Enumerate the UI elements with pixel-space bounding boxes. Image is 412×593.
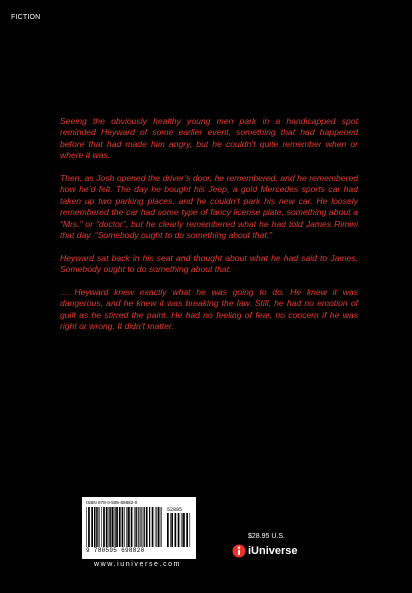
barcode-bar [135,507,136,547]
barcode-bar [119,507,121,547]
publisher-brand [232,544,298,558]
barcode-bar [160,507,161,547]
barcode-bar [170,513,171,547]
barcode-bar [183,513,185,547]
barcode-bar [161,507,162,547]
price-code: 52895 [167,507,183,513]
book-price: $28.95 U.S. [248,533,285,540]
barcode-bar [158,507,160,547]
barcode-bar [186,513,188,547]
barcode-bar [146,507,148,547]
barcode-bar [97,507,98,547]
barcode-bar [134,507,135,547]
blurb-paragraph: Then, as Josh opened the driver’s door, he remembered, and he remembered how he’d felt. The day he bought his Jeep, a gold Mercedes sports car had taken up two parking places, and he couldn’t park his new car. He loosely remembered the car had some type of fancy license plate, something about a “Mrs.” or “doctor”, but he clearly remembered what he had told James Rimini that day. “Somebody ought to do something about that.” [60,173,358,241]
isbn-number: ISBN 978-0-595-69882-0 [86,500,138,505]
isbn-barcode [82,497,196,559]
blurb-paragraph: Heyward sat back in his seat and thought about what he had said to James. Somebody ought to do something about that. [60,252,358,275]
barcode-bar [112,507,114,547]
barcode-bar [126,507,127,547]
barcode-bars [86,507,164,547]
barcode-bar [178,513,180,547]
barcode-bar [155,507,156,547]
barcode-bar [136,507,137,547]
barcode-bar [181,513,182,547]
barcode-bar [124,507,125,547]
barcode-bar [115,507,116,547]
barcode-bar [167,513,169,547]
barcode-bar [149,507,150,547]
barcode-bar [94,507,95,547]
blurb-paragraph: … Heyward knew exactly what he was going to do. He knew it was dangerous, and he knew it was breaking the law. Still, he had no emotion of guilt as he stirred the paint. He had no feeling of fear, no concern if he was right or wrong. It didn’t matter. [60,287,358,332]
publisher-website: www.iuniverse.com [94,561,182,568]
barcode-bar [175,513,177,547]
barcode-bar [131,507,133,547]
barcode-bar [140,507,141,547]
barcode-bar [110,507,111,547]
barcode-bar [103,507,105,547]
back-cover-blurb [60,116,358,344]
barcode-bar [91,507,93,547]
barcode-bar [106,507,108,547]
barcode-bar [116,507,118,547]
iuniverse-logo-icon [232,544,246,558]
barcode-bar [128,507,130,547]
barcode-bar [138,507,139,547]
barcode-bar [171,513,173,547]
barcode-bar [152,507,154,547]
barcode-bar [101,507,102,547]
genre-label: FICTION [11,14,41,21]
barcode-bar [109,507,110,547]
barcode-bar [96,507,97,547]
barcode-bar [156,507,157,547]
publisher-name: iUniverse [248,545,298,557]
barcode-digits: 9 780595 698820 [86,547,145,554]
barcode-bar [88,507,90,547]
barcode-bar [182,513,183,547]
addon-barcode-bars [167,513,191,547]
blurb-paragraph: Seeing the obviously healthy young men park in a handicapped spot reminded Heyward of some earlier event, something that had happened before that had made him angry, but he couldn’t quite remember when or where it was. [60,116,358,161]
barcode-bar [99,507,100,547]
barcode-bar [144,507,145,547]
barcode-bar [190,513,191,547]
barcode-bar [143,507,144,547]
barcode-bar [86,507,87,547]
barcode-bar [122,507,124,547]
